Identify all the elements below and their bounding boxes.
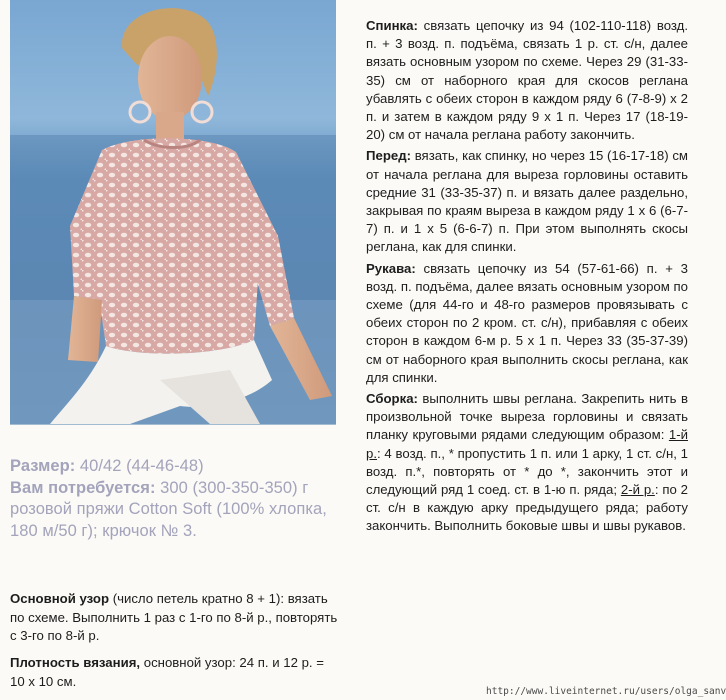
sleeves-label: Рукава:: [366, 260, 416, 276]
size-line: [10, 456, 340, 478]
front-label: Перед:: [366, 148, 411, 164]
instructions-column: [366, 17, 688, 539]
gauge-text: основной узор: 24 п. и 12 р. = 10 х 10 см.: [10, 655, 324, 689]
sleeves-text: связать цепочку из 54 (57-61-66) п. + 3 возд. п. подъёма, далее вязать основным узором по схеме (для 44-го и 48-го размеров провязывать с обеих сторон по 2 кром. ст. с/н), прибавляя с обеих сторон в каждом 6-м р. 5 х 1 п. Через 33 (35-37-39) см от наборного края выполнить скосы реглана, как для спинки.: [366, 260, 688, 385]
back-label: Спинка:: [366, 18, 418, 33]
size-value: 40/42 (44-46-48): [79, 457, 204, 475]
sleeves-section: [366, 260, 688, 387]
main-pattern-block: [10, 590, 340, 646]
assembly-section: [366, 390, 688, 536]
row-2-label: 2-й р.: [620, 482, 655, 498]
main-pattern-text: (число петель кратно 8 + 1): вязать по схеме. Выполнить 1 раз с 1-го по 8-й р., повторять с 3-го по 8-й р.: [10, 591, 338, 643]
model-photo: [10, 0, 336, 424]
materials-line: [10, 478, 340, 543]
size-label: Размер:: [10, 457, 76, 475]
back-text: связать цепочку из 94 (102-110-118) возд. п. + 3 возд. п. подъёма, связать 1 р. ст. с/н, далее вязать основным узором по схеме. Через 29 (31-33-35) см от наборного края для скосов реглана убавлять с обеих сторон в каждом ряду 6 (7-8-9) х 2 п. и затем в каждом ряду 9 х 1 п. Через 17 (18-19-20) см от начала реглана работу закончить.: [366, 18, 688, 143]
watermark-url: http://www.liveinternet.ru/users/olga_sanv: [486, 686, 726, 697]
front-section: [366, 147, 688, 256]
main-pattern-label: Основной узор: [10, 591, 110, 606]
gauge-label: Плотность вязания,: [10, 655, 141, 670]
materials-label: Вам потребуется:: [10, 478, 156, 497]
front-text: вязать, как спинку, но через 15 (16-17-18) см от начала реглана для выреза горловины оставить средние 31 (33-35-37) п. и вязать далее раздельно, закрывая по краям выреза в каждом ряду 1 х 6 (6-7-7) п. и 1 х 5 (6-6-7) п. При этом выполнять скосы реглана, как для спинки.: [366, 148, 688, 255]
assembly-text-3: : по 2 ст. с/н в каждую арку предыдущего ряда; работу закончить. Выполнить боковые швы и швы рукавов.: [366, 482, 688, 534]
back-section: [366, 17, 688, 144]
assembly-text-2: : 4 возд. п., * пропустить 1 п. или 1 арку, 1 ст. с/н, 1 возд. п.*, повторять от * до *, закончить этот и следующий ряд 1 соед. ст. в 1-ю п. ряда;: [366, 445, 688, 498]
gauge-block: [10, 654, 340, 691]
size-materials-block: [10, 456, 340, 542]
assembly-text-1: выполнить швы реглана. Закрепить нить в произвольной точке выреза горловины и связать планку круговыми рядами следующим образом:: [366, 391, 688, 443]
materials-text: 300 (300-350-350) г розовой пряжи Cotton Soft (100% хлопка, 180 м/50 г); крючок № 3.: [10, 478, 327, 540]
assembly-label: Сборка:: [366, 391, 418, 407]
row-1-label: 1-й р.: [366, 427, 688, 461]
